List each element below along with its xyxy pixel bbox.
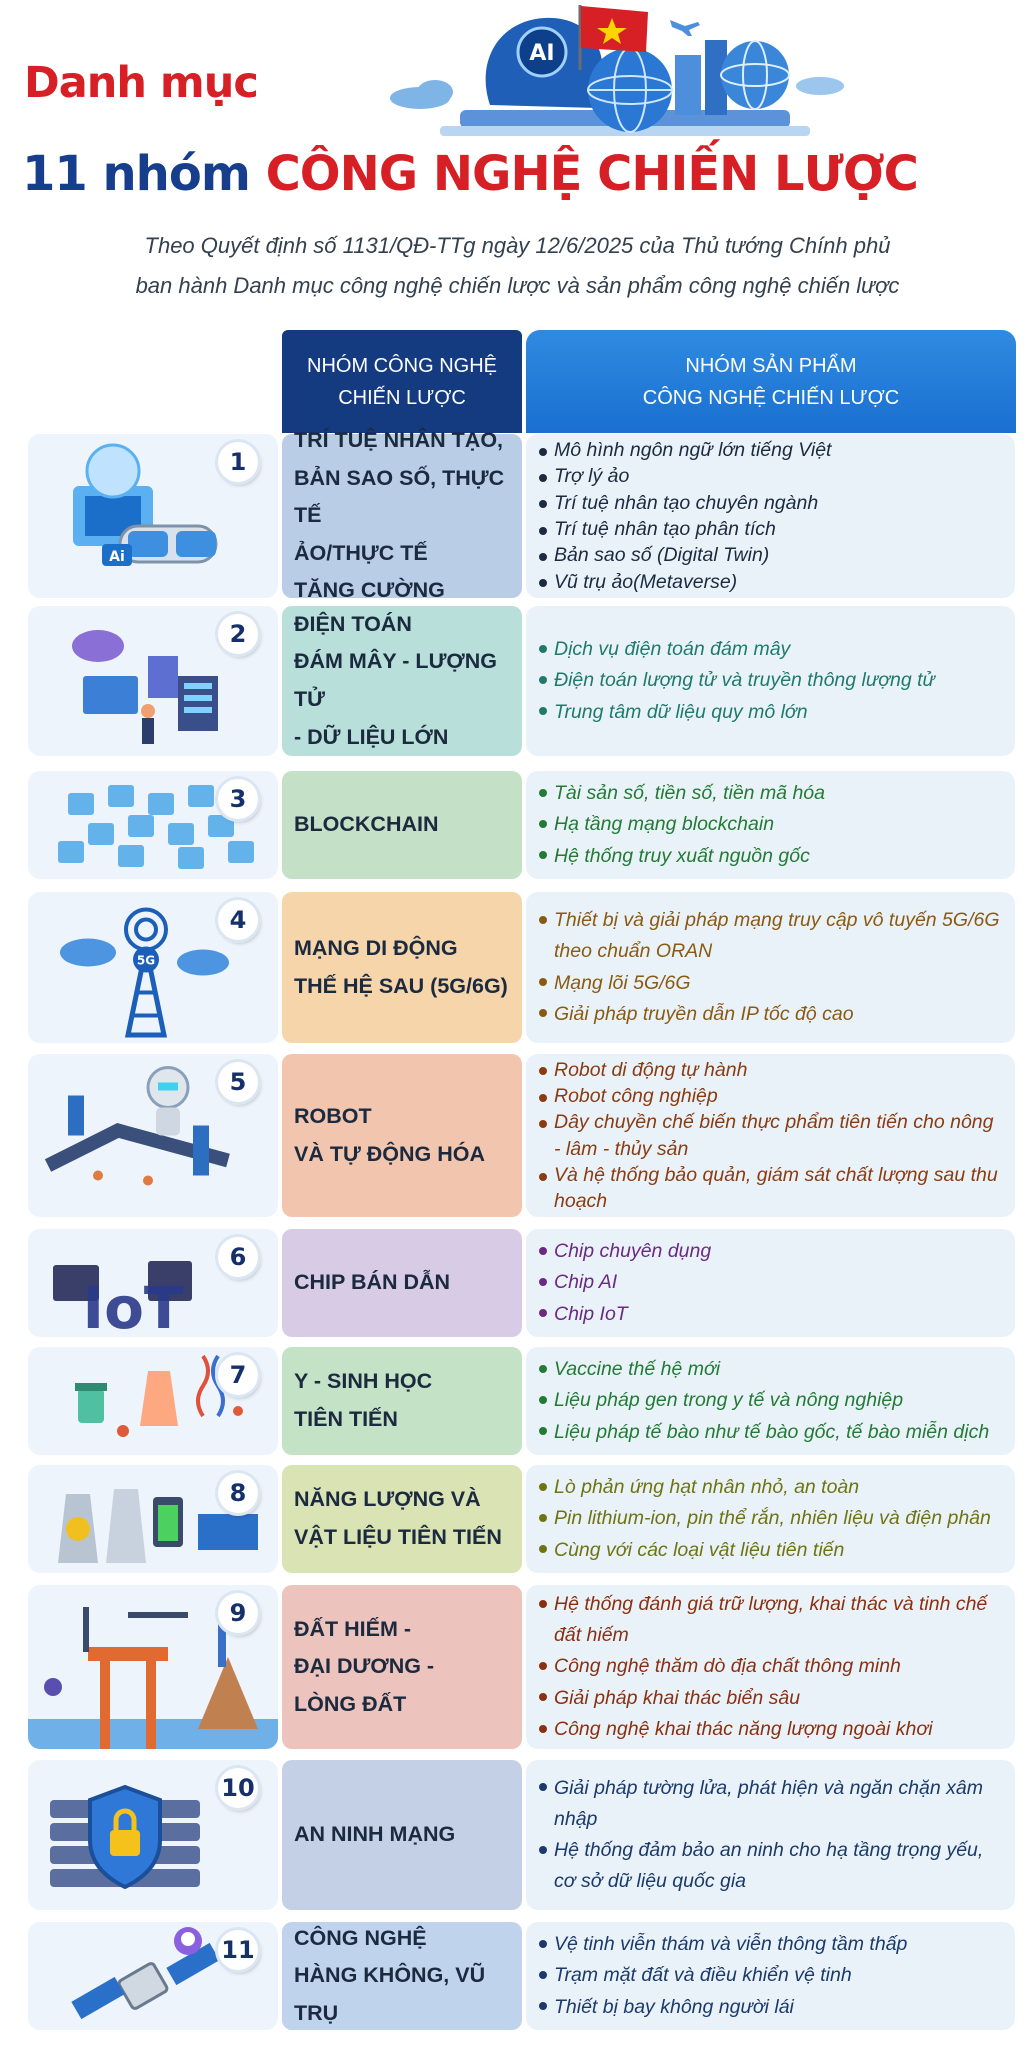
product-item: Liệu pháp gen trong y tế và nông nghiệp [538,1385,1005,1416]
product-item: Hệ thống đảm bảo an ninh cho hạ tầng trọng yếu, cơ sở dữ liệu quốc gia [538,1835,1005,1897]
column-header-left-line1: NHÓM CÔNG NGHỆ [307,354,497,377]
ai-chip-vr-headset-icon [28,434,278,598]
biotech-dna-icon [28,1347,278,1455]
group-name-cell [282,1760,522,1910]
group-name: ĐIỆN TOÁN ĐÁM MÂY - LƯỢNG TỬ - DỮ LIỆU LỚN [294,611,497,749]
group-name-cell [282,1347,522,1455]
group-name-cell [282,1229,522,1337]
product-item: Vaccine thế hệ mới [538,1354,1005,1385]
group-number-badge: 11 [218,1930,258,1970]
product-item: Tài sản số, tiền số, tiền mã hóa [538,778,1005,809]
blockchain-cubes-icon [28,771,278,879]
group-number-badge: 6 [218,1237,258,1277]
subtitle-description: ban hành Danh mục công nghệ chiến lược và sản phẩm công nghệ chiến lược [135,273,900,298]
product-list [538,1057,1005,1215]
page-title-line1: Danh mục [24,58,258,108]
product-list-cell [526,434,1015,598]
product-item: Mô hình ngôn ngữ lớn tiếng Việt [538,437,1005,463]
product-item: Thiết bị và giải pháp mạng truy cập vô tuyến 5G/6G theo chuẩn ORAN [538,905,1005,967]
group-name: NĂNG LƯỢNG VÀ VẬT LIỆU TIÊN TIẾN [294,1487,502,1549]
product-item: Hạ tầng mạng blockchain [538,809,1005,840]
column-header-product-group [526,330,1016,433]
group-number-badge: 8 [218,1473,258,1513]
product-item: Mạng lõi 5G/6G [538,968,1005,999]
technology-group-row [28,1760,1015,1910]
offshore-rig-icon [28,1585,278,1749]
title-strategic-technology: CÔNG NGHỆ CHIẾN LƯỢC [265,146,918,202]
product-item: Chip AI [538,1267,1005,1298]
product-list [538,437,1005,595]
group-name-cell [282,1585,522,1749]
group-name-cell [282,771,522,879]
product-list-cell [526,1347,1015,1455]
product-item: Cùng với các loại vật liệu tiên tiến [538,1535,1005,1566]
group-name: CÔNG NGHỆ HÀNG KHÔNG, VŨ TRỤ [294,1925,486,2025]
product-list [538,1236,1005,1330]
product-list-cell [526,606,1015,756]
column-header-left-line2: CHIẾN LƯỢC [338,386,466,409]
group-name-cell [282,606,522,756]
product-item: Dịch vụ điện toán đám mây [538,634,1005,665]
product-list [538,778,1005,872]
group-number-badge: 10 [218,1768,258,1808]
group-name-cell [282,1054,522,1217]
product-item: Trung tâm dữ liệu quy mô lớn [538,697,1005,728]
product-list-cell [526,892,1015,1043]
group-name: ROBOT VÀ TỰ ĐỘNG HÓA [294,1103,486,1166]
technology-group-row [28,1054,1015,1217]
product-item: Điện toán lượng tử và truyền thông lượng tử [538,665,1005,696]
group-number-badge: 3 [218,779,258,819]
svg-text:5G: 5G [136,953,156,968]
svg-text:Ai: Ai [109,549,125,565]
product-item: Chip IoT [538,1299,1005,1330]
technology-group-row [28,1465,1015,1573]
product-item: Công nghệ khai thác năng lượng ngoài khơi [538,1714,1005,1745]
product-item: Vũ trụ ảo(Metaverse) [538,569,1005,595]
ai-globe-hero-illustration [380,0,850,145]
product-item: Chip chuyên dụng [538,1236,1005,1267]
product-item: Giải pháp tường lửa, phát hiện và ngăn chặn xâm nhập [538,1773,1005,1835]
product-list [538,1589,1005,1745]
security-shield-lock-icon [28,1760,278,1910]
technology-group-row [28,1922,1015,2030]
group-name: BLOCKCHAIN [294,812,439,837]
product-item: Robot di động tự hành [538,1057,1005,1083]
technology-group-row [28,1585,1015,1749]
product-list-cell [526,1229,1015,1337]
product-list [538,634,1005,728]
technology-group-row [28,606,1015,756]
column-header-right-line2: CÔNG NGHỆ CHIẾN LƯỢC [642,386,900,409]
group-name-cell [282,1465,522,1573]
product-list [538,1929,1005,2023]
product-list [538,1472,1005,1566]
cloud-server-icon [28,606,278,756]
group-name-cell [282,892,522,1043]
group-number-badge: 9 [218,1593,258,1633]
product-item: Thiết bị bay không người lái [538,1992,1005,2023]
product-list-cell [526,771,1015,879]
chip-iot-icon [28,1229,278,1337]
column-header-right-line1: NHÓM SẢN PHẨM [685,354,857,377]
technology-group-row [28,427,1015,603]
product-item: Và hệ thống bảo quản, giám sát chất lượng sau thu hoạch [538,1162,1005,1215]
product-item: Liệu pháp tế bào như tế bào gốc, tế bào miễn dịch [538,1417,1005,1448]
group-number-badge: 7 [218,1355,258,1395]
product-list-cell [526,1054,1015,1217]
product-item: Lò phản ứng hạt nhân nhỏ, an toàn [538,1472,1005,1503]
group-number-badge: 1 [218,442,258,482]
svg-text:IoT: IoT [82,1274,184,1337]
product-list [538,1354,1005,1448]
product-item: Trạm mặt đất và điều khiển vệ tinh [538,1960,1005,1991]
product-item: Vệ tinh viễn thám và viễn thông tầm thấp [538,1929,1005,1960]
column-header-technology-group [282,330,522,433]
product-item: Công nghệ thăm dò địa chất thông minh [538,1651,1005,1682]
product-item: Hệ thống đánh giá trữ lượng, khai thác và tinh chế đất hiếm [538,1589,1005,1651]
product-item: Trợ lý ảo [538,463,1005,489]
technology-group-row [28,892,1015,1043]
product-list-cell [526,1760,1015,1910]
group-number-badge: 2 [218,614,258,654]
product-item: Bản sao số (Digital Twin) [538,542,1005,568]
product-item: Giải pháp truyền dẫn IP tốc độ cao [538,999,1005,1030]
product-item: Hệ thống truy xuất nguồn gốc [538,841,1005,872]
product-list-cell [526,1585,1015,1749]
energy-nuclear-solar-icon [28,1465,278,1573]
product-list-cell [526,1922,1015,2030]
page-title-line2 [22,146,918,202]
product-item: Giải pháp khai thác biển sâu [538,1683,1005,1714]
robot-assembly-line-icon [28,1054,278,1217]
group-number-badge: 4 [218,900,258,940]
group-number-badge: 5 [218,1062,258,1102]
group-name: ĐẤT HIẾM - ĐẠI DƯƠNG - LÒNG ĐẤT [294,1616,435,1716]
product-item: Dây chuyền chế biến thực phẩm tiên tiến cho nông - lâm - thủy sản [538,1109,1005,1162]
product-list-cell [526,1465,1015,1573]
product-item: Trí tuệ nhân tạo phân tích [538,516,1005,542]
technology-group-row [28,1229,1015,1337]
satellite-astronaut-icon [28,1922,278,2030]
product-list [538,1773,1005,1898]
group-name: TRÍ TUỆ NHÂN TẠO, BẢN SAO SỐ, THỰC TẾ ẢO/THỰC TẾ TĂNG CƯỜNG [294,427,505,603]
product-item: Robot công nghiệp [538,1083,1005,1109]
group-name: Y - SINH HỌC TIÊN TIẾN [294,1369,433,1431]
title-group-count: 11 nhóm [22,146,250,202]
group-name: MẠNG DI ĐỘNG THẾ HỆ SAU (5G/6G) [294,935,508,998]
product-list [538,905,1005,1030]
hero-ai-badge: AI [529,41,555,66]
group-name: CHIP BÁN DẪN [294,1270,451,1295]
subtitle-decision: Theo Quyết định số 1131/QĐ-TTg ngày 12/6/2025 của Thủ tướng Chính phủ [144,233,891,258]
group-name-cell [282,427,522,603]
5g-tower-icon [28,892,278,1043]
product-item: Pin lithium-ion, pin thể rắn, nhiên liệu và điện phân [538,1503,1005,1534]
technology-group-row [28,1347,1015,1455]
technology-group-row [28,771,1015,879]
group-name: AN NINH MẠNG [294,1822,456,1847]
product-item: Trí tuệ nhân tạo chuyên ngành [538,490,1005,516]
group-name-cell [282,1922,522,2030]
